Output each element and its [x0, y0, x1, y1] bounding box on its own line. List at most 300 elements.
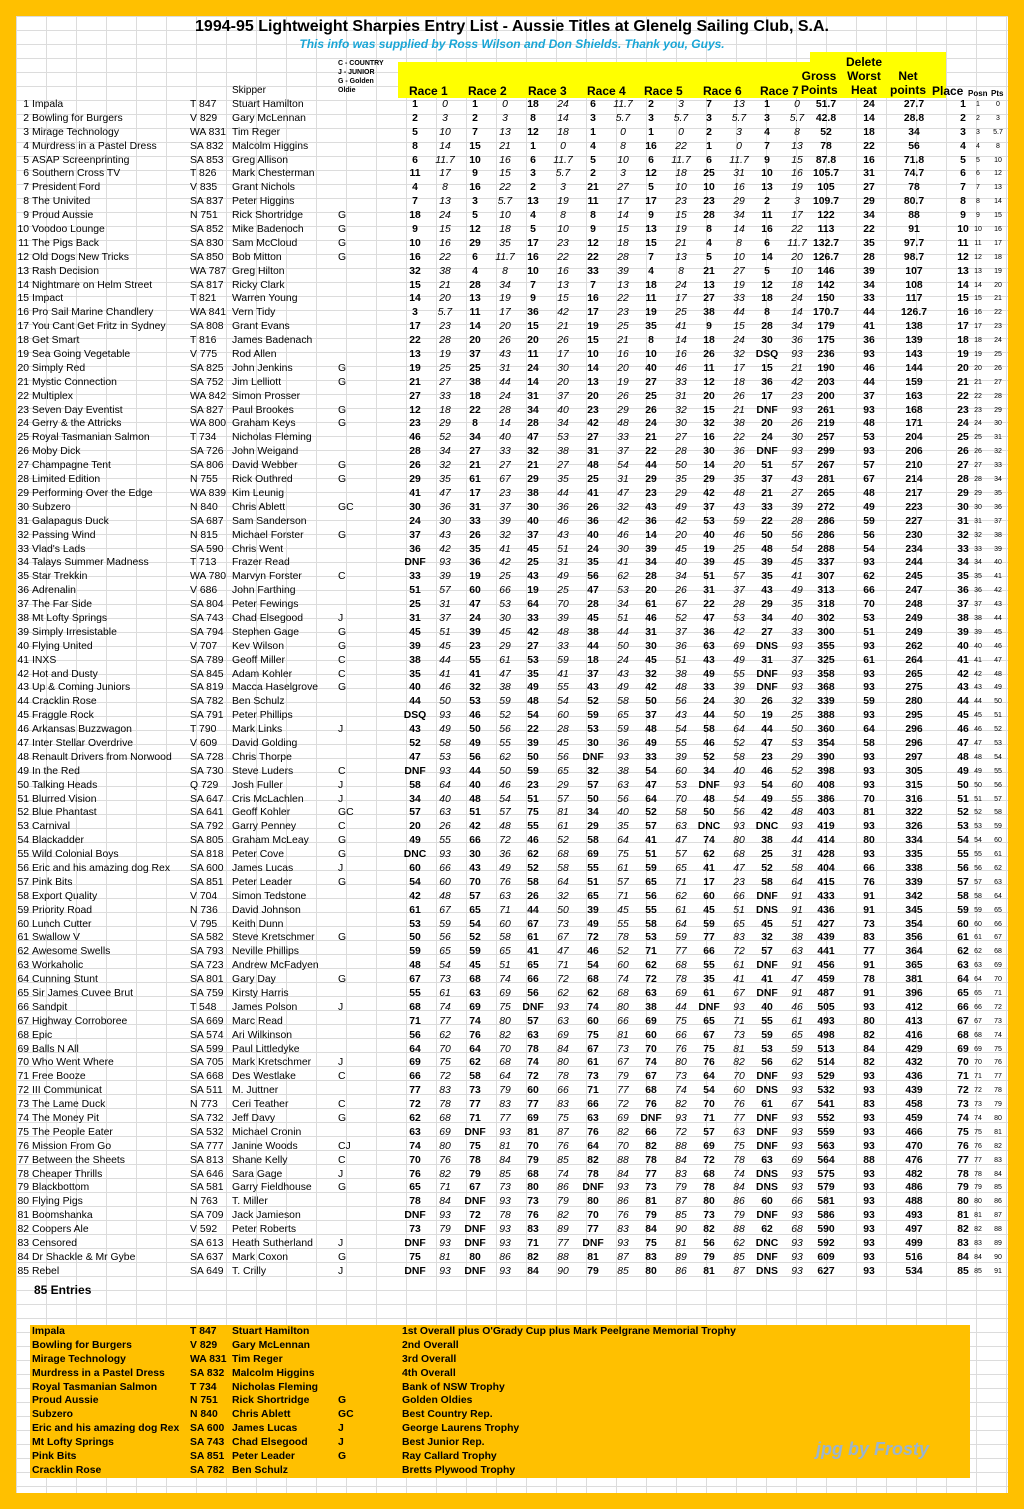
cell-skipper: Grant Nichols: [232, 182, 295, 194]
cell-boat: Between the Sheets: [32, 1154, 126, 1166]
cell-race-4-place: 6: [590, 99, 596, 110]
cell-skipper: Mark Links: [232, 724, 283, 736]
cell-boat: Moby Dick: [32, 446, 81, 458]
cell-race-1-place: DNF: [404, 557, 426, 569]
cell-race-1-place: 36: [409, 543, 421, 555]
cell-race-4-pts: 19: [617, 376, 629, 388]
cell-race-4-place: 3: [590, 112, 596, 124]
cell-number: 60: [17, 918, 29, 930]
cell-race-4-place: 33: [587, 265, 599, 277]
cell-race-4-place: 27: [587, 432, 599, 444]
cell-race-5-pts: 50: [675, 460, 687, 472]
cell-posn: 42: [974, 670, 982, 678]
cell-race-4-place: 39: [587, 904, 599, 916]
cell-place: 49: [957, 765, 969, 777]
cell-number: 45: [17, 710, 29, 722]
table-row: [16, 779, 1008, 793]
cell-race-1-place: 71: [409, 1015, 421, 1027]
cell-place: 42: [957, 668, 969, 680]
cell-race-1-place: DSQ: [403, 710, 427, 722]
cell-number: 29: [17, 487, 29, 499]
cell-pts: 73: [994, 1017, 1002, 1025]
cell-race-4-place: 40: [587, 529, 599, 541]
cell-gross: 109.7: [812, 196, 839, 208]
cell-race-5-place: 27: [645, 376, 657, 388]
cell-pts: 38: [994, 531, 1002, 539]
cell-pts: 39: [994, 545, 1002, 553]
cell-race-3-place: 6: [530, 154, 536, 166]
cell-boat: Gerry & the Attricks: [32, 418, 122, 430]
cell-race-2-place: 64: [469, 1043, 481, 1055]
cell-gross: 586: [817, 1210, 835, 1222]
cell-delete: 93: [863, 640, 875, 652]
table-row: [16, 1195, 1008, 1209]
cell-race-3-place: 37: [527, 529, 539, 541]
award-skipper: Chad Elsegood: [232, 1437, 308, 1449]
cell-race-4-place: 2: [590, 168, 596, 180]
award-skipper: James Lucas: [232, 1423, 298, 1435]
table-row: [16, 195, 1008, 209]
cell-race-2-place: 40: [469, 779, 481, 791]
cell-race-1-pts: 0: [442, 99, 448, 110]
cell-race-1-place: 28: [409, 446, 421, 458]
cell-race-4-place: 57: [587, 779, 599, 791]
cell-race-5-place: 21: [645, 432, 657, 444]
cell-sail: V 592: [190, 1224, 218, 1236]
cell-net: 413: [905, 1015, 923, 1027]
cell-boat: Renault Drivers from Norwood: [32, 751, 172, 763]
cell-race-4-pts: 24: [617, 654, 629, 666]
cell-race-7-pts: 69: [791, 1154, 803, 1166]
cell-posn: 47: [974, 739, 982, 747]
cell-pts: 18: [994, 253, 1002, 261]
cell-race-2-pts: 75: [499, 1001, 511, 1013]
cell-net: 56: [908, 140, 920, 152]
cell-delete: 53: [863, 432, 875, 444]
cell-number: 7: [23, 182, 29, 194]
cell-place: 83: [957, 1238, 969, 1250]
cell-skipper: David Webber: [232, 460, 298, 472]
table-row: [16, 390, 1008, 404]
cell-race-5-place: 70: [645, 1043, 657, 1055]
cell-race-5-pts: 84: [675, 1154, 687, 1166]
cell-pts: 64: [994, 892, 1002, 900]
cell-race-7-pts: 47: [791, 974, 803, 986]
cell-race-6-place: 15: [703, 404, 715, 416]
cell-posn: 10: [974, 226, 982, 234]
cell-posn: 16: [974, 309, 982, 317]
cell-race-4-pts: 57: [617, 876, 629, 888]
cell-delete: 93: [863, 682, 875, 694]
cell-net: 534: [905, 1265, 923, 1277]
cell-race-3-pts: 65: [557, 765, 569, 777]
award-row: [30, 1381, 970, 1395]
cell-race-2-place: 10: [469, 154, 481, 166]
cell-boat: The Lame Duck: [32, 1099, 106, 1111]
cell-number: 64: [17, 974, 29, 986]
cell-race-7-pts: 65: [791, 1029, 803, 1041]
cell-race-6-place: 18: [703, 335, 715, 347]
cell-race-3-pts: 86: [557, 1182, 569, 1194]
cell-skipper: Sam Sanderson: [232, 515, 307, 527]
cell-race-3-place: 83: [527, 1224, 539, 1236]
cell-race-6-pts: 82: [733, 1057, 745, 1069]
cell-race-6-place: 64: [703, 1071, 715, 1083]
cell-delete: 80: [863, 835, 875, 847]
cell-race-7-place: 24: [761, 432, 773, 444]
cell-race-6-pts: 48: [733, 487, 745, 499]
cell-race-4-place: 68: [587, 974, 599, 986]
cell-gross: 419: [817, 821, 835, 833]
award-cat: GC: [338, 1409, 354, 1421]
cell-place: 55: [957, 849, 969, 861]
cell-posn: 78: [974, 1170, 982, 1178]
cell-race-6-pts: 14: [733, 224, 745, 236]
cell-race-4-pts: 0: [620, 126, 626, 138]
cell-race-4-place: 1: [590, 126, 596, 138]
cell-skipper: John Farthing: [232, 585, 296, 597]
cell-boat: Free Booze: [32, 1071, 86, 1083]
cell-race-5-place: 74: [645, 1057, 657, 1069]
cell-race-2-place: 50: [469, 724, 481, 736]
award-award: Ray Callard Trophy: [402, 1451, 497, 1463]
cell-place: 41: [957, 654, 969, 666]
cell-race-5-place: 82: [645, 1140, 657, 1152]
cell-delete: 18: [863, 126, 875, 138]
cell-race-2-place: 45: [469, 960, 481, 972]
cell-skipper: James Lucas: [232, 862, 294, 874]
cell-gross: 581: [817, 1196, 835, 1208]
cell-number: 8: [23, 196, 29, 208]
cell-race-3-pts: 54: [557, 696, 569, 708]
award-boat: Eric and his amazing dog Rex: [32, 1423, 180, 1435]
cell-race-3-pts: 43: [557, 529, 569, 541]
cell-race-3-pts: 16: [557, 265, 569, 277]
cell-pts: 31: [994, 434, 1002, 442]
cell-boat: Carnival: [32, 821, 71, 833]
cell-race-3-place: 59: [527, 765, 539, 777]
cell-net: 163: [905, 390, 923, 402]
award-award: 1st Overall plus O'Grady Cup plus Mark Peelgrane Memorial Trophy: [402, 1326, 736, 1337]
cell-race-6-place: 2: [706, 126, 712, 138]
cell-race-4-place: 69: [587, 849, 599, 861]
cell-race-2-place: 20: [469, 335, 481, 347]
cell-race-3-place: 54: [527, 710, 539, 722]
cell-skipper: Simon Prosser: [232, 390, 301, 402]
cell-place: 17: [957, 321, 969, 333]
cell-race-5-place: 53: [645, 932, 657, 944]
cell-boat: Awesome Swells: [32, 946, 111, 958]
cell-boat: Pro Sail Marine Chandlery: [32, 307, 154, 319]
cell-skipper: Andrew McFadyen: [232, 960, 319, 972]
award-award: Bank of NSW Trophy: [402, 1381, 505, 1393]
cell-race-7-pts: 25: [791, 710, 803, 722]
cell-race-2-pts: 93: [499, 1224, 511, 1236]
cell-delete: 84: [863, 1043, 875, 1055]
cell-race-3-pts: 56: [557, 751, 569, 763]
cell-net: 265: [905, 668, 923, 680]
cell-pts: 41: [994, 573, 1002, 581]
cell-sail: SA 574: [190, 1029, 224, 1041]
cell-skipper: Macca Haselgrove: [232, 682, 319, 694]
cell-race-7-pts: 93: [791, 1126, 803, 1138]
cell-race-4-place: 52: [587, 696, 599, 708]
cell-race-4-place: 55: [587, 862, 599, 874]
cell-pts: 62: [994, 864, 1002, 872]
cell-race-1-pts: 74: [439, 1001, 451, 1013]
legend-golden: G - Golden: [338, 78, 374, 85]
cell-race-2-pts: 0: [502, 99, 508, 110]
cell-race-7-place: DNS: [756, 1265, 778, 1277]
cell-race-6-pts: 49: [733, 654, 745, 666]
cell-skipper: Michael Forster: [232, 529, 304, 541]
cell-delete: 91: [863, 960, 875, 972]
cell-posn: 23: [974, 406, 982, 414]
place-header: Place: [932, 84, 964, 98]
cell-pts: 47: [994, 656, 1002, 664]
cell-skipper: Sam McCloud: [232, 237, 298, 249]
cell-race-3-pts: 60: [557, 710, 569, 722]
cell-number: 74: [17, 1113, 29, 1125]
cell-race-2-place: 18: [469, 390, 481, 402]
cell-gross: 146: [817, 265, 835, 277]
cell-sail: V 829: [190, 112, 218, 124]
cell-skipper: Chris Ablett: [232, 501, 286, 513]
cell-posn: 49: [974, 767, 982, 775]
cell-race-3-place: 14: [527, 376, 539, 388]
cell-race-6-pts: 40: [733, 765, 745, 777]
cell-race-3-pts: 37: [557, 390, 569, 402]
cell-category: G: [338, 932, 347, 944]
cell-boat: INXS: [32, 654, 57, 666]
cell-race-4-place: 38: [587, 626, 599, 638]
cell-race-7-place: 25: [761, 849, 773, 861]
cell-race-1-place: 26: [409, 460, 421, 472]
cell-skipper: Garry Fieldhouse: [232, 1182, 312, 1194]
cell-race-1-place: 56: [409, 1029, 421, 1041]
cell-race-4-pts: 70: [617, 1140, 629, 1152]
award-boat: Bowling for Burgers: [32, 1339, 132, 1351]
cell-place: 70: [957, 1057, 969, 1069]
cell-race-7-pts: 93: [791, 1085, 803, 1097]
award-row: [30, 1422, 970, 1436]
cell-pts: 35: [994, 489, 1002, 497]
cell-race-7-place: 58: [761, 876, 773, 888]
cell-race-7-pts: 91: [791, 960, 803, 972]
cell-race-3-place: 32: [527, 446, 539, 458]
cell-race-4-pts: 71: [617, 890, 629, 902]
cell-race-6-pts: 81: [733, 1043, 745, 1055]
cell-race-6-place: DNF: [698, 779, 720, 791]
cell-race-2-pts: 48: [499, 821, 511, 833]
cell-race-3-pts: 20: [557, 376, 569, 388]
cell-race-7-pts: 31: [791, 849, 803, 861]
cell-race-3-place: 21: [527, 460, 539, 472]
cell-delete: 93: [863, 1113, 875, 1125]
cell-category: J: [338, 1168, 344, 1180]
cell-race-1-pts: 81: [439, 1251, 451, 1263]
cell-race-7-pts: 68: [791, 1224, 803, 1236]
cell-race-7-place: 36: [761, 376, 773, 388]
cell-race-7-place: 21: [761, 487, 773, 499]
cell-race-2-pts: 24: [499, 390, 511, 402]
cell-number: 1: [23, 99, 29, 110]
cell-race-2-place: 8: [472, 418, 478, 430]
cell-boat: Wild Colonial Boys: [32, 849, 119, 861]
cell-race-6-pts: 43: [733, 501, 745, 513]
cell-posn: 8: [976, 198, 980, 206]
cell-number: 5: [23, 154, 29, 166]
cell-sail: SA 647: [190, 793, 224, 805]
cell-race-4-pts: 88: [617, 1154, 629, 1166]
cell-race-5-place: 76: [645, 1099, 657, 1111]
cell-race-3-pts: 63: [557, 1015, 569, 1027]
cell-race-2-place: 11: [469, 307, 481, 319]
cell-sail: SA 817: [190, 279, 224, 291]
table-row: [16, 1056, 1008, 1070]
cell-net: 34: [908, 126, 920, 138]
cell-race-5-place: 46: [645, 612, 657, 624]
cell-race-3-pts: 15: [557, 293, 569, 305]
cell-number: 81: [17, 1210, 29, 1222]
cell-race-5-pts: 26: [675, 585, 687, 597]
cell-race-3-place: 51: [527, 793, 539, 805]
cell-gross: 459: [817, 974, 835, 986]
cell-race-4-pts: 25: [617, 321, 629, 333]
cell-race-1-pts: 28: [439, 335, 451, 347]
cell-boat: Blackbottom: [32, 1182, 90, 1194]
cell-delete: 62: [863, 571, 875, 583]
cell-race-3-pts: 8: [560, 210, 566, 222]
cell-gross: 142: [817, 279, 835, 291]
cell-net: 326: [905, 821, 923, 833]
cell-race-2-pts: 84: [499, 1154, 511, 1166]
cell-delete: 78: [863, 974, 875, 986]
cell-sail: SA 590: [190, 543, 224, 555]
cell-race-6-pts: 73: [733, 1029, 745, 1041]
cell-sail: SA 668: [190, 1071, 224, 1083]
cell-race-7-place: 41: [761, 974, 773, 986]
cell-net: 429: [905, 1043, 923, 1055]
cell-delete: 93: [863, 1265, 875, 1277]
cell-race-1-place: 17: [409, 321, 421, 333]
cell-race-1-place: 9: [412, 224, 418, 236]
cell-race-2-place: 77: [469, 1099, 481, 1111]
cell-number: 80: [17, 1196, 29, 1208]
cell-delete: 56: [863, 529, 875, 541]
cell-race-1-place: 8: [412, 140, 418, 152]
cell-gross: 42.8: [815, 112, 837, 124]
cell-race-2-pts: 66: [499, 585, 511, 597]
cell-category: C: [338, 668, 346, 680]
cell-skipper: Peter Higgins: [232, 196, 295, 208]
cell-race-1-pts: 79: [439, 1224, 451, 1236]
cell-net: 108: [905, 279, 923, 291]
cell-race-1-place: 7: [412, 196, 418, 208]
cell-race-2-place: 16: [469, 182, 481, 194]
cell-race-6-place: 13: [703, 279, 715, 291]
cell-race-6-place: 19: [703, 543, 715, 555]
table-row: [16, 167, 1008, 181]
cell-race-5-pts: 67: [675, 599, 687, 611]
table-row: [16, 918, 1008, 932]
cell-race-2-place: 27: [469, 446, 481, 458]
cell-number: 79: [17, 1182, 29, 1194]
cell-race-5-pts: 66: [675, 1029, 687, 1041]
cell-race-5-pts: 37: [675, 626, 687, 638]
cell-pts: 89: [994, 1240, 1002, 1248]
cell-pts: 67: [994, 934, 1002, 942]
cell-number: 20: [17, 362, 29, 374]
cell-number: 23: [17, 404, 29, 416]
cell-race-7-place: DNF: [756, 1113, 778, 1125]
award-sail: N 840: [190, 1409, 218, 1421]
cell-race-7-pts: 33: [791, 626, 803, 638]
cell-race-2-pts: 50: [499, 765, 511, 777]
cell-category: C: [338, 1154, 346, 1166]
cell-race-6-pts: 83: [733, 932, 745, 944]
cell-race-1-pts: 41: [439, 668, 451, 680]
cell-race-7-pts: 37: [791, 654, 803, 666]
cell-race-7-place: 48: [761, 543, 773, 555]
table-row: [16, 334, 1008, 348]
cell-place: 4: [960, 140, 966, 152]
cell-race-7-place: 39: [761, 557, 773, 569]
cell-delete: 83: [863, 1099, 875, 1111]
cell-race-2-place: 39: [469, 626, 481, 638]
cell-race-2-pts: 36: [499, 849, 511, 861]
cell-pts: 48: [994, 670, 1002, 678]
cell-gross: 286: [817, 515, 835, 527]
cell-posn: 29: [974, 489, 982, 497]
cell-race-1-place: 38: [409, 654, 421, 666]
cell-place: 65: [957, 988, 969, 999]
cell-race-2-place: 5: [472, 210, 478, 222]
cell-race-1-pts: 13: [439, 196, 451, 208]
cell-place: 38: [957, 612, 969, 624]
cell-race-7-pts: 93: [791, 1168, 803, 1180]
cell-posn: 66: [974, 1003, 982, 1011]
cell-race-6-place: 4: [706, 237, 712, 249]
cell-race-5-pts: 43: [675, 710, 687, 722]
cell-race-3-pts: 93: [557, 1001, 569, 1013]
cell-gross: 307: [817, 571, 835, 583]
cell-race-4-place: 15: [587, 335, 599, 347]
cell-race-7-place: 30: [761, 335, 773, 347]
cell-race-4-pts: 29: [617, 404, 629, 416]
cell-posn: 59: [974, 906, 982, 914]
cell-race-6-pts: 68: [733, 849, 745, 861]
cell-race-5-pts: 74: [675, 1085, 687, 1097]
cell-race-7-pts: 61: [791, 1015, 803, 1027]
cell-place: 59: [957, 904, 969, 916]
cell-sail: V 795: [190, 918, 218, 930]
cell-race-7-pts: 58: [791, 862, 803, 874]
cell-race-7-pts: 57: [791, 460, 803, 472]
cell-race-5-place: 57: [645, 821, 657, 833]
cell-pts: 10: [994, 156, 1002, 164]
cell-race-4-pts: 45: [617, 904, 629, 916]
cell-race-5-pts: 88: [675, 1140, 687, 1152]
cell-race-3-place: 5: [530, 224, 536, 236]
cell-race-2-place: 14: [469, 321, 481, 333]
cell-place: 62: [957, 946, 969, 958]
cell-race-7-place: 18: [761, 293, 773, 305]
cell-race-7-place: 54: [761, 779, 773, 791]
cell-race-5-pts: 64: [675, 918, 687, 930]
cell-sail: SA 851: [190, 876, 224, 888]
cell-number: 15: [17, 293, 29, 305]
